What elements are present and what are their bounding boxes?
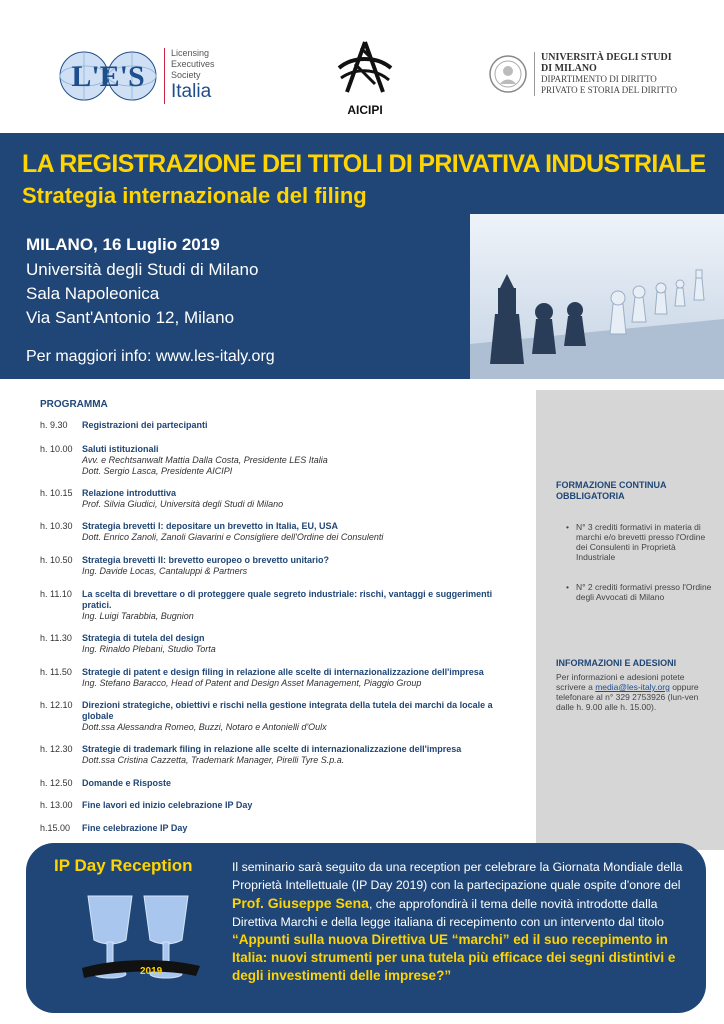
program-time: h. 12.30 bbox=[40, 744, 73, 754]
aicipi-emblem-icon bbox=[335, 38, 395, 96]
les-italia-logo bbox=[58, 48, 223, 108]
program-speaker: Ing. Davide Locas, Cantaluppi & Partners bbox=[82, 566, 248, 576]
program-time: h. 13.00 bbox=[40, 800, 73, 810]
ipday-guest: Prof. Giuseppe Sena bbox=[232, 895, 369, 911]
program-heading: Direzioni strategiche, obiettivi e rischi nella gestione integrata della tutela dei marchi da locale a globale bbox=[82, 700, 493, 721]
program-heading: Fine celebrazione IP Day bbox=[82, 823, 188, 833]
event-title: LA REGISTRAZIONE DEI TITOLI DI PRIVATIVA INDUSTRIALE bbox=[22, 150, 706, 178]
program-heading: Fine lavori ed inizio celebrazione IP Day bbox=[82, 800, 253, 810]
venue-line-3: Via Sant'Antonio 12, Milano bbox=[26, 308, 235, 327]
program-heading: Domande e Risposte bbox=[82, 778, 172, 788]
program-time: h. 10.00 bbox=[40, 444, 73, 454]
les-country: Italia bbox=[171, 81, 212, 102]
program-speaker: Dott.ssa Cristina Cazzetta, Trademark Manager, Pirelli Tyre S.p.a. bbox=[82, 755, 345, 765]
program-time: h. 10.30 bbox=[40, 521, 73, 531]
chess-photo bbox=[470, 214, 724, 379]
program-heading: Strategia brevetti II: brevetto europeo o brevetto unitario? bbox=[82, 555, 330, 565]
ipday-text-1: Il seminario sarà seguito da una reception per celebrare la Giornata Mondiale della Proprietà Intellettuale (IP Day 2019) con la partecipazione quale ospite d'onore del bbox=[232, 860, 683, 892]
university-seal-icon bbox=[488, 54, 528, 94]
aicipi-logo bbox=[330, 38, 400, 118]
info-text-post: oppure telefonare al n° 329 2753926 (lun-ven dalle h. 9.00 alle h. 15.00). bbox=[556, 682, 699, 712]
champagne-glasses-icon bbox=[70, 882, 210, 994]
program-heading: Registrazioni dei partecipanti bbox=[82, 420, 208, 430]
event-date: MILANO, 16 Luglio 2019 bbox=[26, 235, 220, 254]
program-speaker: Dott. Enrico Zanoli, Zanoli Giavarini e Consigliere dell'Ordine dei Consulenti bbox=[82, 532, 384, 542]
more-info-link[interactable]: Per maggiori info: www.les-italy.org bbox=[26, 348, 275, 365]
program-time: h. 10.15 bbox=[40, 488, 73, 498]
program-speaker: Ing. Rinaldo Plebani, Studio Torta bbox=[82, 644, 216, 654]
program-heading: La scelta di brevettare o di proteggere quale segreto industriale: rischi, vantaggi e suggerimenti pratici. bbox=[82, 589, 493, 610]
les-line3: Society bbox=[171, 70, 201, 80]
program-heading: Saluti istituzionali bbox=[82, 444, 159, 454]
program-heading: Strategia di tutela del design bbox=[82, 633, 205, 643]
ipday-text-2: , che approfondirà il tema delle novità introdotte dalla Direttiva Marchi e della legge italiana di recepimento con un intervento dal titolo bbox=[232, 897, 665, 929]
program-time: h. 11.50 bbox=[40, 667, 72, 677]
info-sidebar bbox=[536, 390, 724, 850]
unimi-dept1: DIPARTIMENTO DI DIRITTO bbox=[541, 74, 657, 84]
credit-bullet: • N° 2 crediti formativi presso l'Ordine degli Avvocati di Milano bbox=[576, 582, 716, 602]
program-time: h. 11.30 bbox=[40, 633, 72, 643]
venue-line-1: Università degli Studi di Milano bbox=[26, 260, 259, 279]
unimi-dept2: PRIVATO E STORIA DEL DIRITTO bbox=[541, 85, 678, 95]
program-time: h. 12.10 bbox=[40, 700, 73, 710]
les-globe-icon bbox=[58, 50, 158, 102]
program-speaker: Prof. Silvia Giudici, Università degli Studi di Milano bbox=[82, 499, 284, 509]
program-heading: Strategie di trademark filing in relazione alle scelte di internazionalizzazione dell'impresa bbox=[82, 744, 462, 754]
program-time: h.15.00 bbox=[40, 823, 71, 833]
program-time: h. 12.50 bbox=[40, 778, 73, 788]
info-text-pre: Per informazioni e adesioni potete scrivere a bbox=[556, 672, 685, 692]
program-heading: Strategia brevetti I: depositare un brevetto in Italia, EU, USA bbox=[82, 521, 339, 531]
email-link[interactable]: media@les-italy.org bbox=[595, 682, 670, 692]
unimi-name1: UNIVERSITÀ DEGLI STUDI bbox=[541, 52, 672, 63]
ipday-title: IP Day Reception bbox=[54, 856, 193, 875]
unimi-logo bbox=[488, 50, 698, 106]
formazione-title: FORMAZIONE CONTINUA OBBLIGATORIA bbox=[556, 480, 667, 501]
ipday-talk-title: “Appunti sulla nuova Direttiva UE “marchi” ed il suo recepimento in Italia: nuovi strumenti per una tutela più efficace dei segni distintivi e degli investimenti delle imprese?” bbox=[232, 932, 676, 983]
les-abbr: L'E'S bbox=[71, 60, 145, 93]
program-heading: Relazione introduttiva bbox=[82, 488, 177, 498]
program-time: h. 11.10 bbox=[40, 589, 72, 599]
program-time: h. 9.30 bbox=[40, 420, 68, 430]
program-title: PROGRAMMA bbox=[40, 399, 108, 410]
unimi-name2: DI MILANO bbox=[541, 63, 597, 74]
les-line1: Licensing bbox=[171, 48, 210, 58]
program-speaker: Ing. Luigi Tarabbia, Bugnion bbox=[82, 611, 194, 621]
program-speaker: Avv. e Rechtsanwalt Mattia Dalla Costa, Presidente LES Italia bbox=[82, 455, 328, 465]
program-speaker: Ing. Stefano Baracco, Head of Patent and Design Asset Management, Piaggio Group bbox=[82, 678, 422, 688]
info-title: INFORMAZIONI E ADESIONI bbox=[556, 658, 677, 668]
program-speaker: Dott.ssa Alessandra Romeo, Buzzi, Notaro e Antonielli d'Oulx bbox=[82, 722, 327, 732]
program-time: h. 10.50 bbox=[40, 555, 73, 565]
aicipi-label: AICIPI bbox=[347, 103, 383, 117]
program-speaker: Dott. Sergio Lasca, Presidente AICIPI bbox=[82, 466, 233, 476]
credit-bullet: • N° 3 crediti formativi in materia di marchi e/o brevetti presso l'Ordine dei Consulenti in Proprietà Industriale bbox=[576, 522, 716, 562]
les-line2: Executives bbox=[171, 59, 215, 69]
ipday-year: 2019 bbox=[140, 966, 163, 977]
chess-pieces-icon bbox=[470, 214, 724, 379]
event-subtitle: Strategia internazionale del filing bbox=[22, 183, 367, 208]
venue-line-2: Sala Napoleonica bbox=[26, 284, 160, 303]
program-heading: Strategie di patent e design filing in relazione alle scelte di internazionalizzazione dell'impresa bbox=[82, 667, 484, 677]
ipday-description bbox=[232, 858, 700, 985]
info-text bbox=[556, 672, 716, 712]
